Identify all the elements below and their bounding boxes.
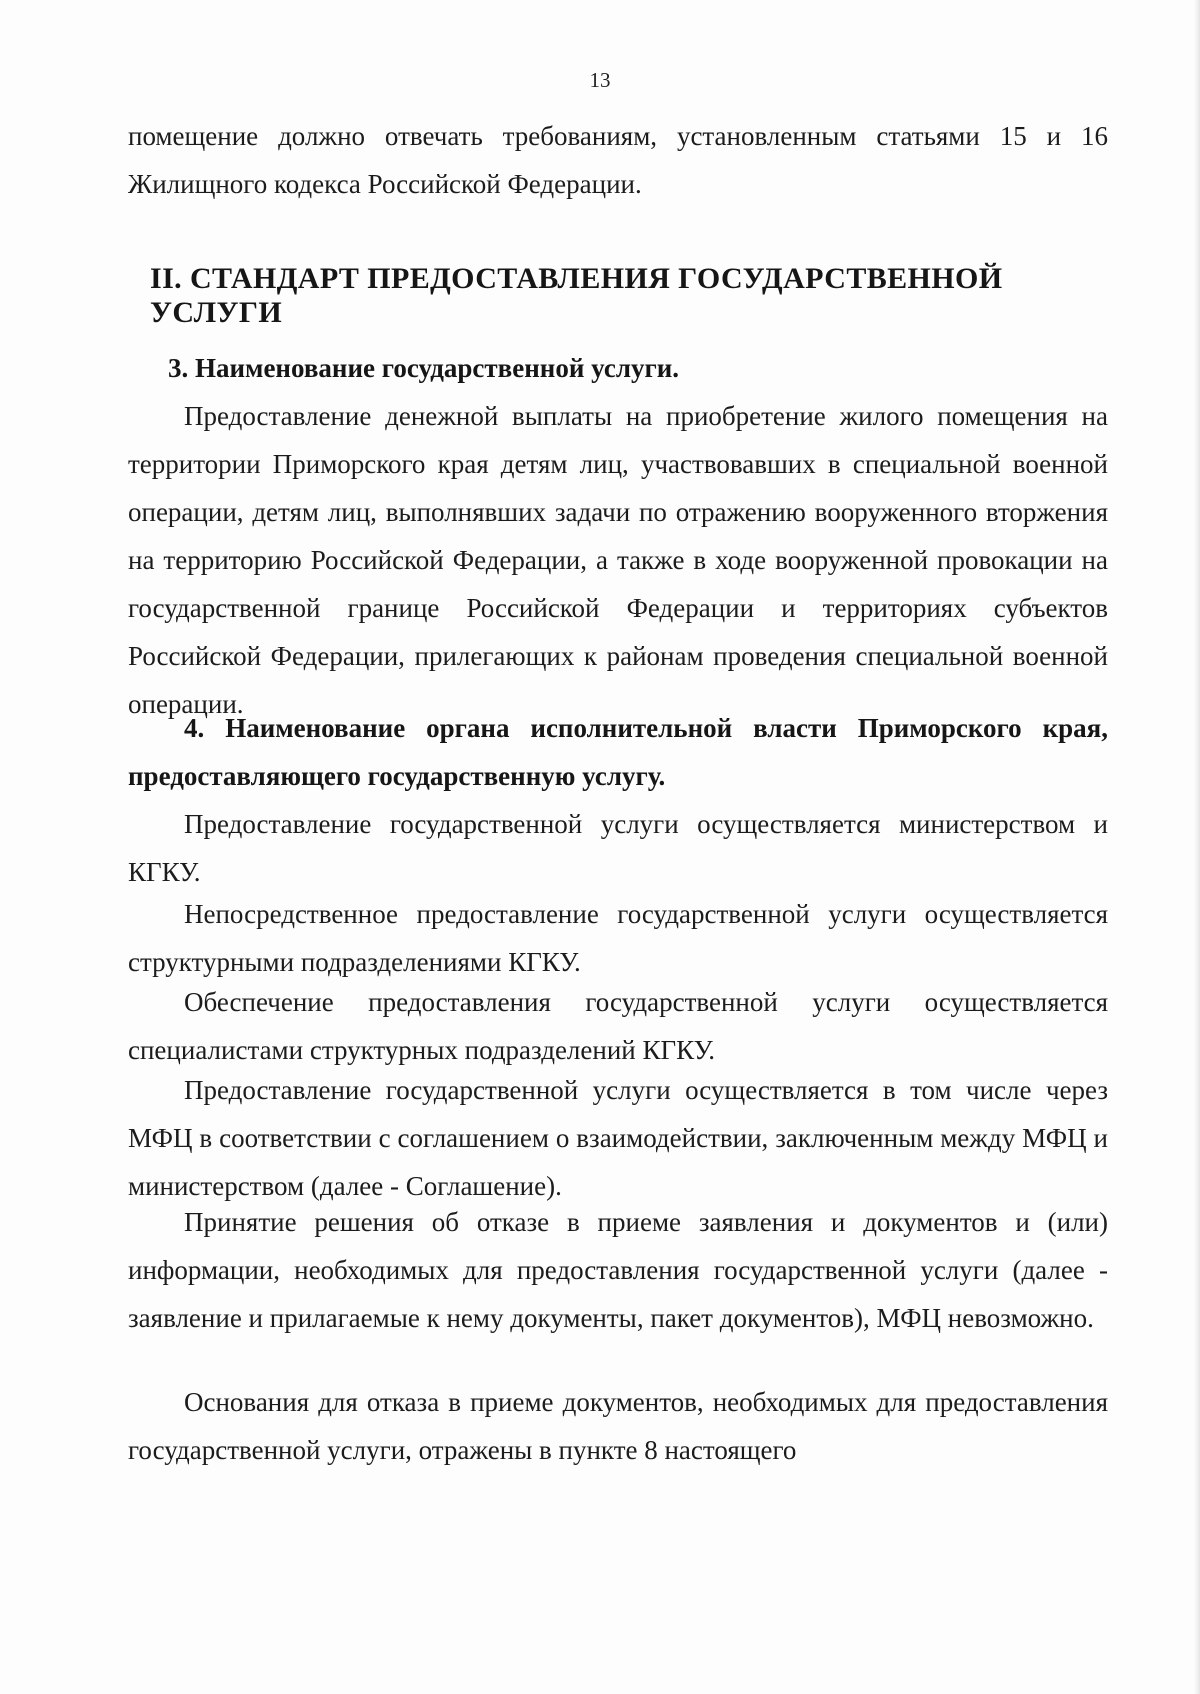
section-4-paragraph-6: Основания для отказа в приеме документов, необходимых для предоставления государственной услуги, отражены в пункте 8 настоящего (128, 1387, 1108, 1465)
section-4-paragraph-3: Обеспечение предоставления государственной услуги осуществляется специалистами структурных подразделений КГКУ. (128, 987, 1108, 1065)
section-3-paragraph: Предоставление денежной выплаты на приобретение жилого помещения на территории Приморского края детям лиц, участвовавших в специальной военной операции, детям лиц, выполнявших задачи по отражению вооруженного вторжения на территорию Российской Федерации, а также в ходе вооруженной провокации на государственной границе Российской Федерации и территориях субъектов Российской Федерации, прилегающих к районам проведения специальной военной операции. (128, 401, 1108, 719)
section-4-heading: 4. Наименование органа исполнительной власти Приморского края, предоставляющего государственную услугу. (128, 713, 1108, 791)
chapter-title: II. СТАНДАРТ ПРЕДОСТАВЛЕНИЯ ГОСУДАРСТВЕННОЙ УСЛУГИ (150, 262, 1003, 329)
section-4-paragraph-5: Принятие решения об отказе в приеме заявления и документов и (или) информации, необходимых для предоставления государственной услуги (далее - заявление и прилагаемые к нему документы, пакет документов), МФЦ невозможно. (128, 1207, 1108, 1333)
section-3-heading: 3. Наименование государственной услуги. (168, 353, 680, 383)
section-4-paragraph-4: Предоставление государственной услуги осуществляется в том числе через МФЦ в соответствии с соглашением о взаимодействии, заключенным между МФЦ и министерством (далее - Соглашение). (128, 1075, 1108, 1201)
scan-edge-shadow (1194, 0, 1200, 1694)
section-4-paragraph-2: Непосредственное предоставление государственной услуги осуществляется структурными подразделениями КГКУ. (128, 899, 1108, 977)
intro-paragraph: помещение должно отвечать требованиям, установленным статьями 15 и 16 Жилищного кодекса Российской Федерации. (128, 121, 1108, 199)
page-number: 13 (589, 68, 611, 92)
section-4-paragraph-1: Предоставление государственной услуги осуществляется министерством и КГКУ. (128, 809, 1108, 887)
